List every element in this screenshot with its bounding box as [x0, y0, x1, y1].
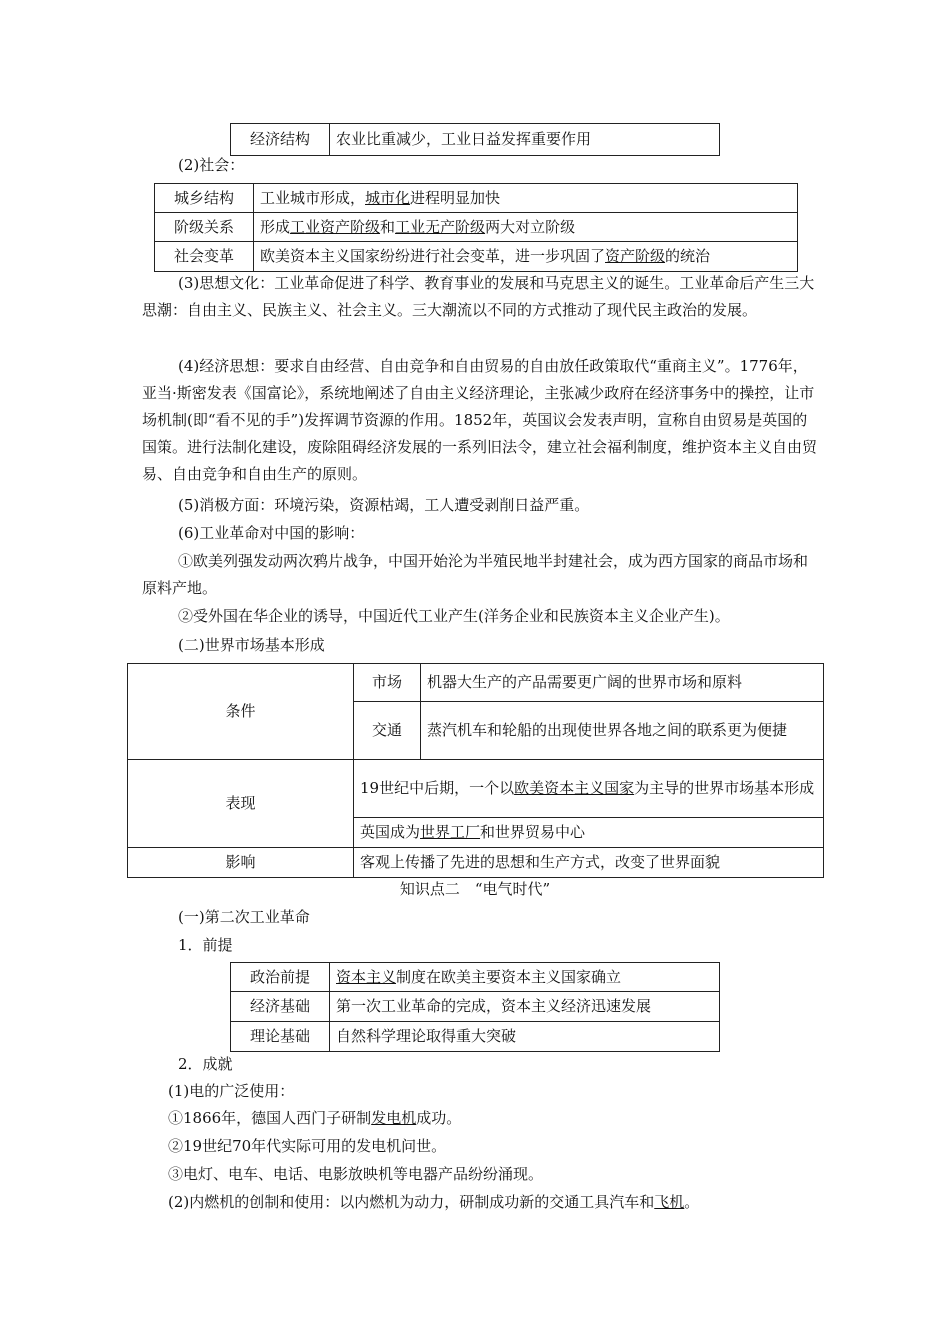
premise-heading: 1．前提 [178, 936, 233, 954]
paragraph-negative-aspects: (5)消极方面：环境污染，资源枯竭，工人遭受剥削日益严重。 [178, 496, 590, 514]
society-row-label: 社会变革 [155, 242, 254, 272]
paragraph-china-impact-1: ①欧美列强发动两次鸦片战争，中国开始沦为半殖民地半封建社会，成为西方国家的商品市场和原料产地。 [142, 552, 809, 597]
society-row-label: 城乡结构 [155, 184, 254, 213]
achievement-heading: 2．成就 [178, 1055, 233, 1073]
economy-label: 经济结构 [231, 124, 330, 156]
internal-combustion-engine: (2)内燃机的创制和使用：以内燃机为动力，研制成功新的交通工具汽车和飞机。 [168, 1193, 700, 1211]
electricity-item-3: ③电灯、电车、电话、电影放映机等电器产品纷纷涌现。 [168, 1165, 544, 1183]
premise-row-value: 自然科学理论取得重大突破 [330, 1022, 720, 1052]
premise-row-label: 政治前提 [231, 963, 330, 992]
transport-value: 蒸汽机车和轮船的出现使世界各地之间的联系更为便捷 [421, 702, 824, 760]
world-market-heading: (二)世界市场基本形成 [178, 636, 325, 654]
market-value: 机器大生产的产品需要更广阔的世界市场和原料 [421, 664, 824, 702]
paragraph-thought-culture: (3)思想文化：工业革命促进了科学、教育事业的发展和马克思主义的诞生。工业革命后产生三大思潮：自由主义、民族主义、社会主义。三大潮流以不同的方式推动了现代民主政治的发展。 [142, 274, 815, 319]
premise-row-value: 第一次工业革命的完成，资本主义经济迅速发展 [330, 992, 720, 1022]
knowledge-point-heading: 知识点二 “电气时代” [399, 880, 551, 898]
premise-row-label: 理论基础 [231, 1022, 330, 1052]
condition-label: 条件 [128, 664, 354, 760]
transport-label: 交通 [354, 702, 421, 760]
second-industrial-revolution-heading: (一)第二次工业革命 [178, 908, 310, 926]
paragraph-economic-thought: (4)经济思想：要求自由经营、自由竞争和自由贸易的自由放任政策取代“重商主义”。1776年，亚当·斯密发表《国富论》，系统地阐述了自由主义经济理论，主张减少政府在经济事务中的操控，让市场机制(即“看不见的手”)发挥调节资源的作用。1852年，英国议会发表声明，宣称自由贸易是英国的国策。进行法制化建设，废除阻碍经济发展的一系列旧法令，建立社会福利制度，维护资本主义自由贸易、自由竞争和自由生产的原则。 [142, 357, 818, 483]
paragraph-china-impact-heading: (6)工业革命对中国的影响： [178, 524, 365, 542]
society-row-value: 工业城市形成，城市化进程明显加快 [254, 184, 798, 213]
premise-table [230, 962, 720, 1052]
society-row-value: 欧美资本主义国家纷纷进行社会变革，进一步巩固了资产阶级的统治 [254, 242, 798, 272]
economy-table [230, 123, 720, 156]
world-market-table [127, 663, 824, 878]
electricity-item-1: ①1866年，德国人西门子研制发电机成功。 [168, 1109, 462, 1127]
performance-value-1: 19世纪中后期，一个以欧美资本主义国家为主导的世界市场基本形成 [354, 760, 824, 818]
performance-value-2: 英国成为世界工厂和世界贸易中心 [354, 818, 824, 848]
society-row-label: 阶级关系 [155, 213, 254, 242]
paragraph-china-impact-2: ②受外国在华企业的诱导，中国近代工业产生(洋务企业和民族资本主义企业产生)。 [178, 607, 730, 625]
electricity-heading: (1)电的广泛使用： [168, 1082, 295, 1100]
society-row-value: 形成工业资产阶级和工业无产阶级两大对立阶级 [254, 213, 798, 242]
premise-row-label: 经济基础 [231, 992, 330, 1022]
society-table [154, 183, 798, 272]
impact-label: 影响 [128, 848, 354, 878]
society-heading: (2)社会： [178, 156, 245, 174]
performance-label: 表现 [128, 760, 354, 848]
electricity-item-2: ②19世纪70年代实际可用的发电机问世。 [168, 1137, 447, 1155]
impact-value: 客观上传播了先进的思想和生产方式，改变了世界面貌 [354, 848, 824, 878]
premise-row-value: 资本主义制度在欧美主要资本主义国家确立 [330, 963, 720, 992]
market-label: 市场 [354, 664, 421, 702]
economy-value: 农业比重减少，工业日益发挥重要作用 [330, 124, 720, 156]
